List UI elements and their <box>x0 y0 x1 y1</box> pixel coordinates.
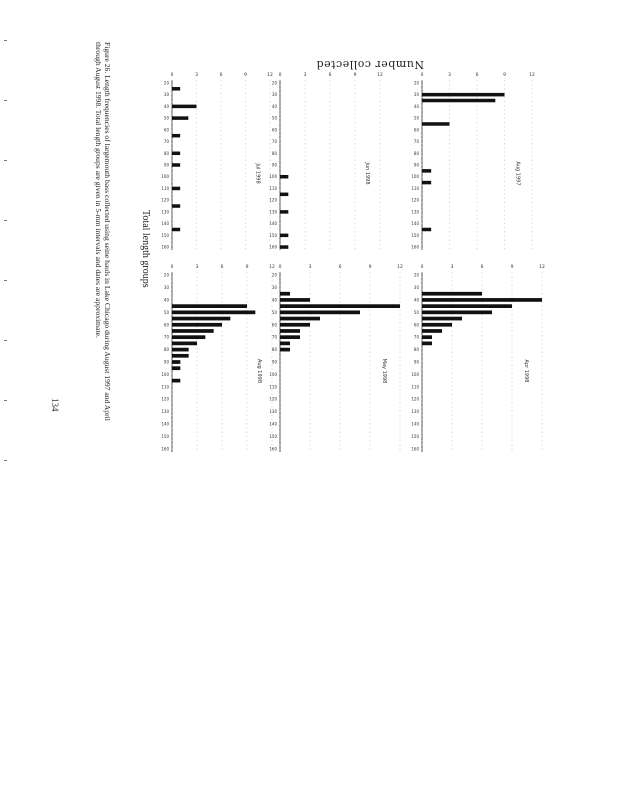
panel-category-tick: 130 <box>161 209 169 215</box>
panel-category-tick: 120 <box>161 197 169 203</box>
panel-category-tick: 140 <box>161 221 169 227</box>
panel-category-tick: 90 <box>413 162 419 168</box>
panel-value-tick: 3 <box>448 73 451 78</box>
panel-bar <box>422 298 542 302</box>
panel-category-tick: 90 <box>163 162 169 168</box>
panel-category-tick: 100 <box>161 371 169 377</box>
panel-category-tick: 70 <box>271 334 277 340</box>
panel-value-tick: 6 <box>338 265 342 270</box>
panel-value-tick: 6 <box>480 265 484 270</box>
panel-category-tick: 40 <box>163 297 169 303</box>
panel-category-tick: 50 <box>163 309 169 315</box>
panel-bar <box>172 335 205 339</box>
panel-label: Aug 1997 <box>514 161 521 186</box>
panel-category-tick: 100 <box>161 174 169 180</box>
panel-category-tick: 110 <box>161 384 169 390</box>
panel-category-tick: 20 <box>413 272 419 278</box>
panel-bar <box>172 134 180 138</box>
panel-category-tick: 20 <box>163 80 169 86</box>
panel-category-tick: 90 <box>271 359 277 365</box>
panel-bar <box>280 329 300 333</box>
panel-label: Apr 1998 <box>523 359 530 383</box>
panel-category-tick: 30 <box>163 285 169 291</box>
panel-value-tick: 9 <box>353 73 357 78</box>
panel-bar <box>422 304 512 308</box>
panel-bar <box>280 210 288 214</box>
panel-category-tick: 40 <box>413 103 419 109</box>
panel-category-tick: 160 <box>411 446 419 452</box>
panel-value-tick: 6 <box>328 73 332 78</box>
panel-value-tick: 9 <box>510 265 514 270</box>
panel-bar <box>172 360 180 364</box>
panel-category-tick: 70 <box>271 139 277 145</box>
panel-bar <box>280 234 288 238</box>
panel-bar <box>280 298 310 302</box>
panel-bar <box>172 87 180 91</box>
panel-label: Aug 1998 <box>256 358 262 384</box>
panel-bar <box>280 317 320 321</box>
panel-category-tick: 130 <box>269 209 277 215</box>
panel-bar <box>172 348 189 352</box>
panel-value-tick: 0 <box>420 265 424 270</box>
panel-bar <box>422 335 432 339</box>
panel-bar <box>280 323 310 327</box>
panel-category-tick: 30 <box>271 92 277 98</box>
panel-bar <box>172 187 180 191</box>
panel-category-tick: 100 <box>411 371 419 377</box>
panel-category-tick: 130 <box>411 209 419 215</box>
panel-category-tick: 140 <box>411 421 419 427</box>
panel-bar <box>422 228 431 232</box>
panel-value-tick: 3 <box>303 73 307 78</box>
panel-bar <box>172 105 197 109</box>
panel-bar <box>280 175 288 179</box>
panel-category-tick: 130 <box>161 409 169 415</box>
panel-value-tick: 12 <box>539 265 545 270</box>
panel-value-tick: 6 <box>220 265 224 270</box>
panel-bar <box>422 169 431 173</box>
panel-value-tick: 0 <box>170 73 174 78</box>
panel-value-tick: 3 <box>308 265 312 270</box>
panel-value-tick: 3 <box>195 265 199 270</box>
panel-value-tick: 12 <box>397 265 403 270</box>
panel-category-tick: 140 <box>269 421 277 427</box>
panel-category-tick: 70 <box>163 334 169 340</box>
panel-category-tick: 120 <box>269 396 277 402</box>
panel-category-tick: 130 <box>269 409 277 415</box>
panel-category-tick: 90 <box>413 359 419 365</box>
page-number-text: 134 <box>50 398 60 412</box>
panel-bar <box>422 329 442 333</box>
panel-category-tick: 40 <box>271 103 277 109</box>
panel-category-tick: 140 <box>411 221 419 227</box>
panel-value-tick: 9 <box>368 265 372 270</box>
panel-category-tick: 110 <box>161 185 169 191</box>
panel-category-tick: 70 <box>413 334 419 340</box>
panel-label: May 1998 <box>381 358 388 384</box>
panel-category-tick: 150 <box>411 433 419 439</box>
panel-category-tick: 120 <box>411 197 419 203</box>
panel-category-tick: 80 <box>163 150 169 156</box>
panel-category-tick: 60 <box>413 127 419 133</box>
panel-category-tick: 120 <box>161 396 169 402</box>
panel-category-tick: 150 <box>269 433 277 439</box>
panel-category-tick: 120 <box>269 197 277 203</box>
panel-category-tick: 160 <box>161 244 169 250</box>
panel-bar <box>422 317 462 321</box>
panel-category-tick: 150 <box>161 232 169 238</box>
panel-bar <box>172 204 180 208</box>
panel-value-tick: 12 <box>377 73 383 78</box>
panel-bar <box>172 152 180 156</box>
panel-category-tick: 80 <box>413 347 419 353</box>
panel-value-tick: 12 <box>267 73 273 78</box>
panel-bar <box>280 342 290 346</box>
panel-category-tick: 80 <box>271 150 277 156</box>
panel-category-tick: 20 <box>163 272 169 278</box>
panel-value-tick: 9 <box>244 73 247 78</box>
panel-bar <box>172 329 214 333</box>
panel-category-tick: 90 <box>163 359 169 365</box>
panel-bar <box>172 379 180 383</box>
panel-category-tick: 80 <box>413 150 419 156</box>
panel-bar <box>422 323 452 327</box>
panel-category-tick: 90 <box>271 162 277 168</box>
panel-category-tick: 110 <box>411 384 419 390</box>
panel-bar <box>172 366 180 370</box>
figure-caption-text: Figure 26. Length frequencies of largemouth bass collected using seine hauls in Lake Chicago during August 1997 and April through August 1998. Total length groups are given in 5-mm intervals and dates are approximate. <box>94 42 112 421</box>
panel-bar <box>422 342 432 346</box>
panel-category-tick: 100 <box>269 371 277 377</box>
panel-category-tick: 120 <box>411 396 419 402</box>
panel-bar <box>280 292 290 296</box>
panel-value-tick: 3 <box>450 265 454 270</box>
panel-bar <box>280 304 400 308</box>
panel-category-tick: 40 <box>413 297 419 303</box>
panel-value-tick: 12 <box>529 73 535 78</box>
panel-bar <box>280 335 300 339</box>
panel-category-tick: 50 <box>163 115 169 121</box>
panel-bar <box>172 116 188 120</box>
panel-category-tick: 30 <box>413 285 419 291</box>
panel-category-tick: 140 <box>269 221 277 227</box>
panel-label: Jun 1998 <box>364 162 370 185</box>
panel-category-tick: 60 <box>163 322 169 328</box>
panel-value-tick: 9 <box>245 265 249 270</box>
panel-category-tick: 20 <box>413 80 419 86</box>
panel-category-tick: 160 <box>411 244 419 250</box>
panel-value-tick: 0 <box>278 265 282 270</box>
panel-category-tick: 60 <box>163 127 169 133</box>
panel-category-tick: 60 <box>271 127 277 133</box>
panel-category-tick: 50 <box>413 115 419 121</box>
panel-category-tick: 40 <box>271 297 277 303</box>
panel-category-tick: 110 <box>411 185 419 191</box>
panel-category-tick: 30 <box>271 285 277 291</box>
panel-category-tick: 70 <box>163 139 169 145</box>
y-axis-title: Number collected <box>316 58 424 71</box>
panel-bar <box>172 323 222 327</box>
panel-value-tick: 6 <box>475 73 479 78</box>
panel-bar <box>280 348 290 352</box>
panel-category-tick: 50 <box>271 309 277 315</box>
panel-category-tick: 160 <box>269 244 277 250</box>
panel-bar <box>172 317 230 321</box>
panel-value-tick: 12 <box>269 265 275 270</box>
panel-value-tick: 9 <box>503 73 506 78</box>
panel-value-tick: 3 <box>195 73 198 78</box>
panel-category-tick: 50 <box>413 309 419 315</box>
panel-category-tick: 110 <box>269 384 277 390</box>
panel-label: Jul 1998 <box>254 163 261 184</box>
panel-category-tick: 110 <box>269 185 277 191</box>
panel-bar <box>280 193 288 197</box>
panel-category-tick: 20 <box>271 272 277 278</box>
panel-category-tick: 60 <box>271 322 277 328</box>
panel-bar <box>422 93 505 97</box>
panel-bar <box>172 310 255 314</box>
panel-category-tick: 160 <box>161 446 169 452</box>
panel-category-tick: 100 <box>411 174 419 180</box>
panel-category-tick: 160 <box>269 446 277 452</box>
panel-category-tick: 50 <box>271 115 277 121</box>
x-axis-title-text: Total length groups <box>140 210 151 288</box>
panel-category-tick: 150 <box>161 433 169 439</box>
panel-bar <box>422 181 431 185</box>
panel-category-tick: 100 <box>269 174 277 180</box>
panel-bar <box>172 228 180 232</box>
panel-category-tick: 130 <box>411 409 419 415</box>
panel-bar <box>280 245 288 249</box>
panel-bar <box>172 163 180 167</box>
panel-category-tick: 20 <box>271 80 277 86</box>
panel-category-tick: 80 <box>271 347 277 353</box>
panel-category-tick: 30 <box>163 92 169 98</box>
panel-value-tick: 0 <box>170 265 174 270</box>
panel-bar <box>280 310 360 314</box>
panel-category-tick: 150 <box>411 232 419 238</box>
panel-bar <box>172 304 247 308</box>
panel-category-tick: 140 <box>161 421 169 427</box>
panel-category-tick: 80 <box>163 347 169 353</box>
panel-bar <box>422 310 492 314</box>
panel-category-tick: 150 <box>269 232 277 238</box>
panel-bar <box>422 122 450 126</box>
panel-bar <box>172 342 197 346</box>
panel-category-tick: 40 <box>163 103 169 109</box>
panel-value-tick: 6 <box>219 73 223 78</box>
panel-category-tick: 60 <box>413 322 419 328</box>
panel-value-tick: 0 <box>278 73 282 78</box>
panel-category-tick: 70 <box>413 139 419 145</box>
panel-category-tick: 30 <box>413 92 419 98</box>
panel-bar <box>422 99 495 103</box>
panel-bar <box>422 292 482 296</box>
panel-value-tick: 0 <box>420 73 424 78</box>
panel-bar <box>172 354 189 358</box>
